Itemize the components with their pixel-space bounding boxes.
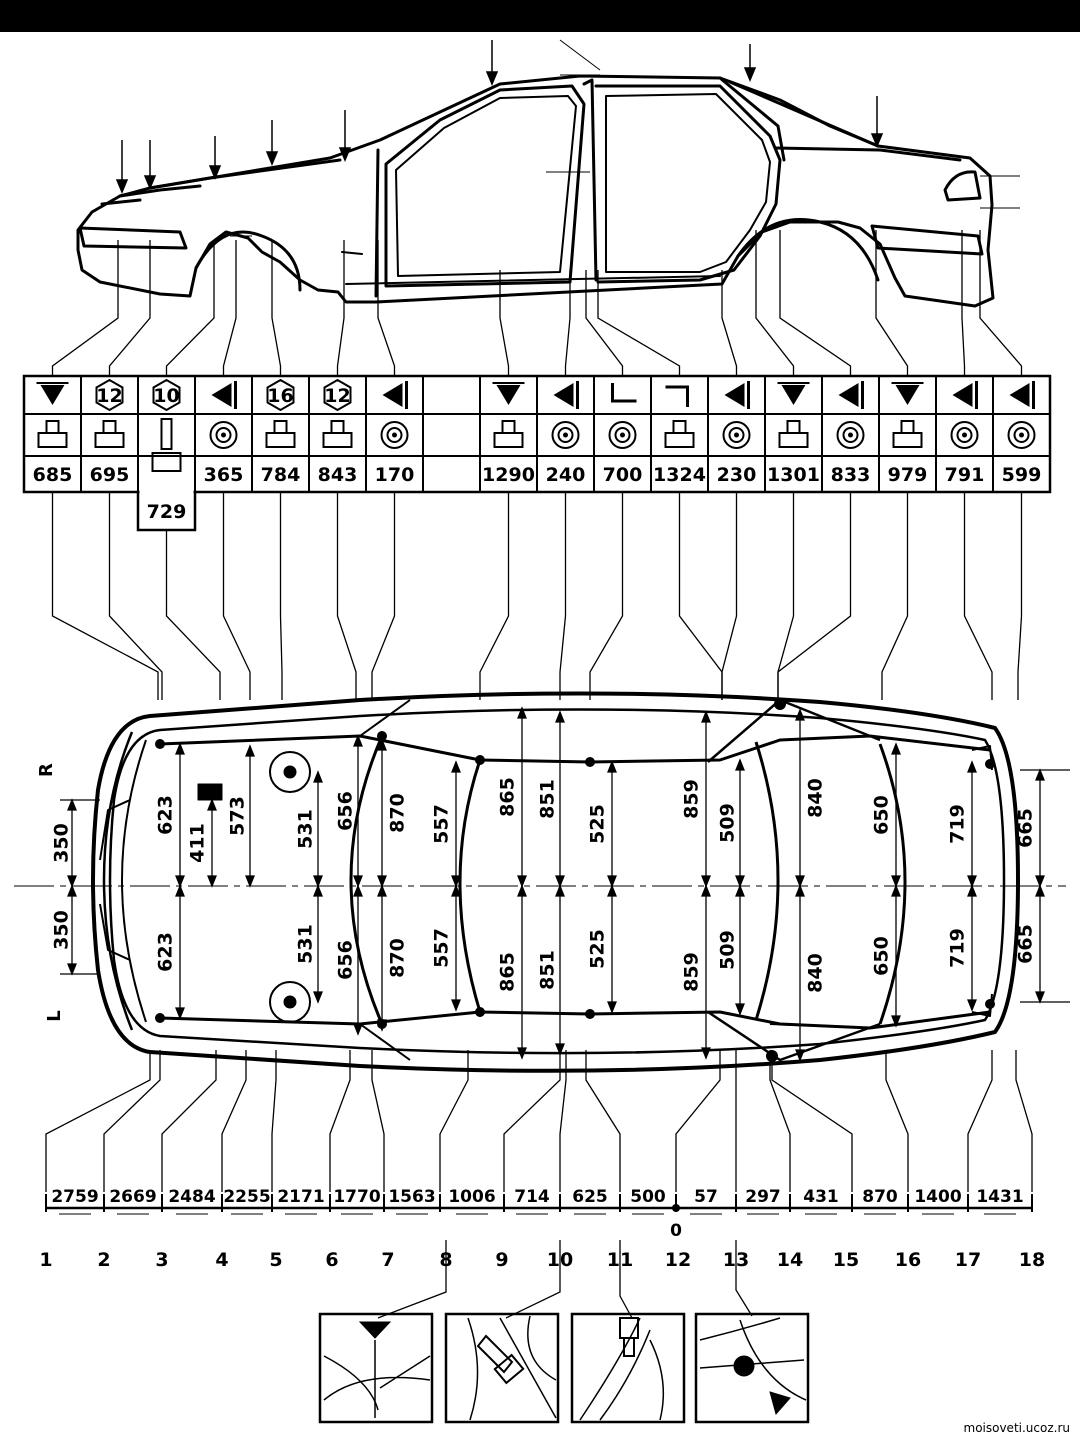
diagram-sheet <box>0 32 1080 1440</box>
position-number: 13 <box>722 1249 750 1271</box>
triangle-down-icon <box>896 385 920 405</box>
table-column <box>879 376 927 492</box>
length-value: 2255 <box>223 1187 271 1207</box>
support-block-icon <box>666 421 694 447</box>
width-value: 840 <box>804 778 827 818</box>
length-value: 57 <box>694 1187 718 1207</box>
position-number: 18 <box>1018 1249 1046 1271</box>
zero-label: 0 <box>670 1221 682 1241</box>
width-value: 859 <box>680 779 703 819</box>
column-height-value: 729 <box>146 501 187 523</box>
arrow-down-icon <box>340 110 350 160</box>
position-number: 2 <box>97 1249 111 1271</box>
table-column <box>765 376 820 492</box>
right-side-label: R <box>36 763 57 777</box>
width-value: 557 <box>430 804 453 844</box>
width-dimension <box>155 744 185 886</box>
cone-left-icon <box>212 381 236 409</box>
support-block-icon <box>894 421 922 447</box>
car-side-view <box>78 76 993 306</box>
table-column <box>309 376 357 492</box>
width-dimension <box>537 712 565 886</box>
support-ring-icon <box>211 422 237 448</box>
length-value: 500 <box>630 1187 666 1207</box>
position-number: 14 <box>776 1249 804 1271</box>
support-block-icon <box>267 421 295 447</box>
column-badge-number: 10 <box>153 385 180 407</box>
width-dimension <box>587 886 617 1012</box>
length-value: 870 <box>862 1187 898 1207</box>
width-value: 719 <box>946 804 969 844</box>
support-ring-icon <box>553 422 579 448</box>
width-value: 623 <box>154 932 177 972</box>
width-value: 865 <box>496 777 519 817</box>
table-column <box>993 376 1041 492</box>
length-value: 431 <box>803 1187 839 1207</box>
width-dimension <box>537 886 565 1054</box>
leader-lines-bottom <box>46 1050 1032 1318</box>
width-dimension <box>335 886 363 1034</box>
cone-left-icon <box>953 381 977 409</box>
cone-left-icon <box>1010 381 1034 409</box>
length-value: 1563 <box>388 1187 436 1207</box>
width-value: 411 <box>186 823 209 863</box>
width-value: 531 <box>294 924 317 964</box>
support-block-icon <box>39 421 67 447</box>
column-height-value: 1301 <box>767 464 820 486</box>
width-value: 650 <box>870 795 893 835</box>
support-ring-icon <box>838 422 864 448</box>
cone-left-icon <box>725 381 749 409</box>
width-value: 840 <box>804 953 827 993</box>
arrow-down-icon <box>487 40 497 84</box>
width-value: 851 <box>536 779 559 819</box>
table-column <box>138 376 195 530</box>
width-dimension <box>497 886 527 1058</box>
table-column <box>480 376 535 492</box>
support-block-icon <box>324 421 352 447</box>
width-value: 650 <box>870 936 893 976</box>
column-height-value: 700 <box>602 464 643 486</box>
position-number: 3 <box>155 1249 169 1271</box>
width-value: 525 <box>586 929 609 969</box>
position-number: 16 <box>894 1249 922 1271</box>
car-plan-view <box>14 693 1066 1070</box>
width-value: 350 <box>50 823 73 863</box>
length-value: 1770 <box>333 1187 381 1207</box>
position-number: 12 <box>664 1249 692 1271</box>
width-value: 525 <box>586 804 609 844</box>
width-value: 656 <box>334 791 357 831</box>
support-ring-icon <box>952 422 978 448</box>
watermark: moisoveti.ucoz.ru <box>963 1421 1070 1435</box>
length-value: 2484 <box>168 1187 216 1207</box>
column-height-value: 833 <box>830 464 871 486</box>
width-value: 350 <box>50 910 73 950</box>
leader-lines-middle <box>53 492 1022 700</box>
column-height-value: 685 <box>32 464 73 486</box>
measurement-point-numbers <box>39 1249 1045 1271</box>
column-height-value: 230 <box>716 464 757 486</box>
support-block-icon <box>495 421 523 447</box>
width-value: 656 <box>334 940 357 980</box>
table-column <box>195 376 243 492</box>
length-value: 1400 <box>914 1187 962 1207</box>
length-scale-bar <box>46 1187 1032 1241</box>
table-column <box>936 376 984 492</box>
arrow-down-icon <box>872 96 882 146</box>
width-dimension <box>155 886 185 1018</box>
column-height-value: 240 <box>545 464 586 486</box>
arrow-down-icon <box>210 136 220 178</box>
width-value: 665 <box>1014 808 1037 848</box>
left-side-label: L <box>44 1010 65 1022</box>
column-height-value: 843 <box>317 464 358 486</box>
width-dimension <box>431 886 461 1010</box>
cone-left-icon <box>839 381 863 409</box>
support-ring-icon <box>382 422 408 448</box>
table-column <box>594 376 642 492</box>
column-height-value: 1324 <box>653 464 706 486</box>
length-value: 2669 <box>109 1187 157 1207</box>
length-value: 625 <box>572 1187 608 1207</box>
width-value: 665 <box>1014 924 1037 964</box>
width-value: 557 <box>430 928 453 968</box>
leader-lines-top <box>53 230 1022 376</box>
width-value: 509 <box>716 803 739 843</box>
table-column <box>822 376 870 492</box>
width-dimension <box>681 712 711 886</box>
length-value: 2759 <box>51 1187 99 1207</box>
arrow-down-icon <box>745 44 755 80</box>
width-value: 859 <box>680 952 703 992</box>
position-number: 15 <box>832 1249 860 1271</box>
table-column <box>366 376 414 492</box>
column-height-value: 599 <box>1001 464 1042 486</box>
table-column <box>708 376 756 492</box>
width-value: 623 <box>154 795 177 835</box>
width-dimension <box>378 886 409 1030</box>
length-value: 1006 <box>448 1187 496 1207</box>
width-dimension <box>947 886 977 1010</box>
ring-fixture-icon <box>478 1336 523 1383</box>
table-column <box>651 376 706 492</box>
detail-triangle-marker <box>320 1314 432 1422</box>
width-dimension <box>51 800 77 886</box>
arrow-down-icon <box>117 140 127 192</box>
width-value: 870 <box>386 793 409 833</box>
measurement-point-table <box>24 376 1050 530</box>
width-dimension <box>497 708 527 886</box>
position-number: 17 <box>954 1249 982 1271</box>
width-value: 573 <box>226 796 249 836</box>
column-height-value: 979 <box>887 464 928 486</box>
column-badge-number: 12 <box>324 385 351 407</box>
table-column <box>33 383 73 486</box>
arrow-down-icon <box>145 140 155 188</box>
width-value: 870 <box>386 938 409 978</box>
position-number: 7 <box>381 1249 395 1271</box>
width-dimension <box>335 736 363 886</box>
column-height-value: 1290 <box>482 464 535 486</box>
side-view-measurement-arrows <box>117 40 1020 236</box>
support-ring-icon <box>610 422 636 448</box>
position-number: 5 <box>269 1249 283 1271</box>
width-dimension <box>717 886 745 1014</box>
detail-point-marker <box>696 1314 808 1422</box>
cone-left-icon <box>554 381 578 409</box>
triangle-down-icon <box>41 385 65 405</box>
width-value: 531 <box>294 809 317 849</box>
width-dimension <box>796 710 827 886</box>
position-number: 10 <box>546 1249 574 1271</box>
position-number: 6 <box>325 1249 339 1271</box>
width-dimension <box>51 886 77 974</box>
width-dimension <box>227 746 255 886</box>
width-dimension <box>431 762 461 886</box>
position-number: 11 <box>606 1249 634 1271</box>
width-dimension <box>947 762 977 886</box>
corner-l-icon <box>613 383 637 401</box>
support-block-icon <box>96 421 124 447</box>
table-column <box>81 376 129 492</box>
length-value: 2171 <box>277 1187 325 1207</box>
column-height-value: 695 <box>89 464 130 486</box>
position-number: 4 <box>215 1249 229 1271</box>
table-column <box>537 376 585 492</box>
width-value: 865 <box>496 952 519 992</box>
column-badge-number: 16 <box>267 385 294 407</box>
support-ring-icon <box>724 422 750 448</box>
position-number: 9 <box>495 1249 509 1271</box>
length-value: 714 <box>514 1187 550 1207</box>
position-number: 8 <box>439 1249 453 1271</box>
width-value: 851 <box>536 950 559 990</box>
width-dimension <box>796 886 827 1060</box>
width-dimension <box>717 760 745 886</box>
detail-corner-fixture <box>572 1314 684 1422</box>
width-dimension <box>681 886 711 1058</box>
column-height-value: 170 <box>374 464 415 486</box>
width-dimension-lines <box>51 708 1071 1060</box>
column-height-value: 791 <box>944 464 985 486</box>
width-dimension <box>378 740 409 886</box>
position-number: 1 <box>39 1249 53 1271</box>
column-badge-number: 12 <box>96 385 123 407</box>
column-height-value: 365 <box>203 464 244 486</box>
width-dimension <box>871 744 901 886</box>
length-value: 297 <box>745 1187 781 1207</box>
zero-point-icon <box>672 1204 680 1212</box>
arrow-down-icon <box>267 120 277 164</box>
width-value: 509 <box>716 930 739 970</box>
cone-left-icon <box>383 381 407 409</box>
table-column <box>252 376 300 492</box>
support-block-icon <box>780 421 808 447</box>
support-ring-icon <box>1009 422 1035 448</box>
detail-ring-fixture <box>446 1314 558 1422</box>
detail-views <box>320 1314 808 1422</box>
width-value: 719 <box>946 928 969 968</box>
length-value: 1431 <box>976 1187 1024 1207</box>
width-dimension <box>187 800 217 886</box>
corner-j-icon <box>666 387 688 407</box>
triangle-down-icon <box>782 385 806 405</box>
triangle-down-icon <box>497 385 521 405</box>
width-dimension <box>587 762 617 886</box>
body-dimension-diagram <box>0 32 1080 1440</box>
column-height-value: 784 <box>260 464 301 486</box>
